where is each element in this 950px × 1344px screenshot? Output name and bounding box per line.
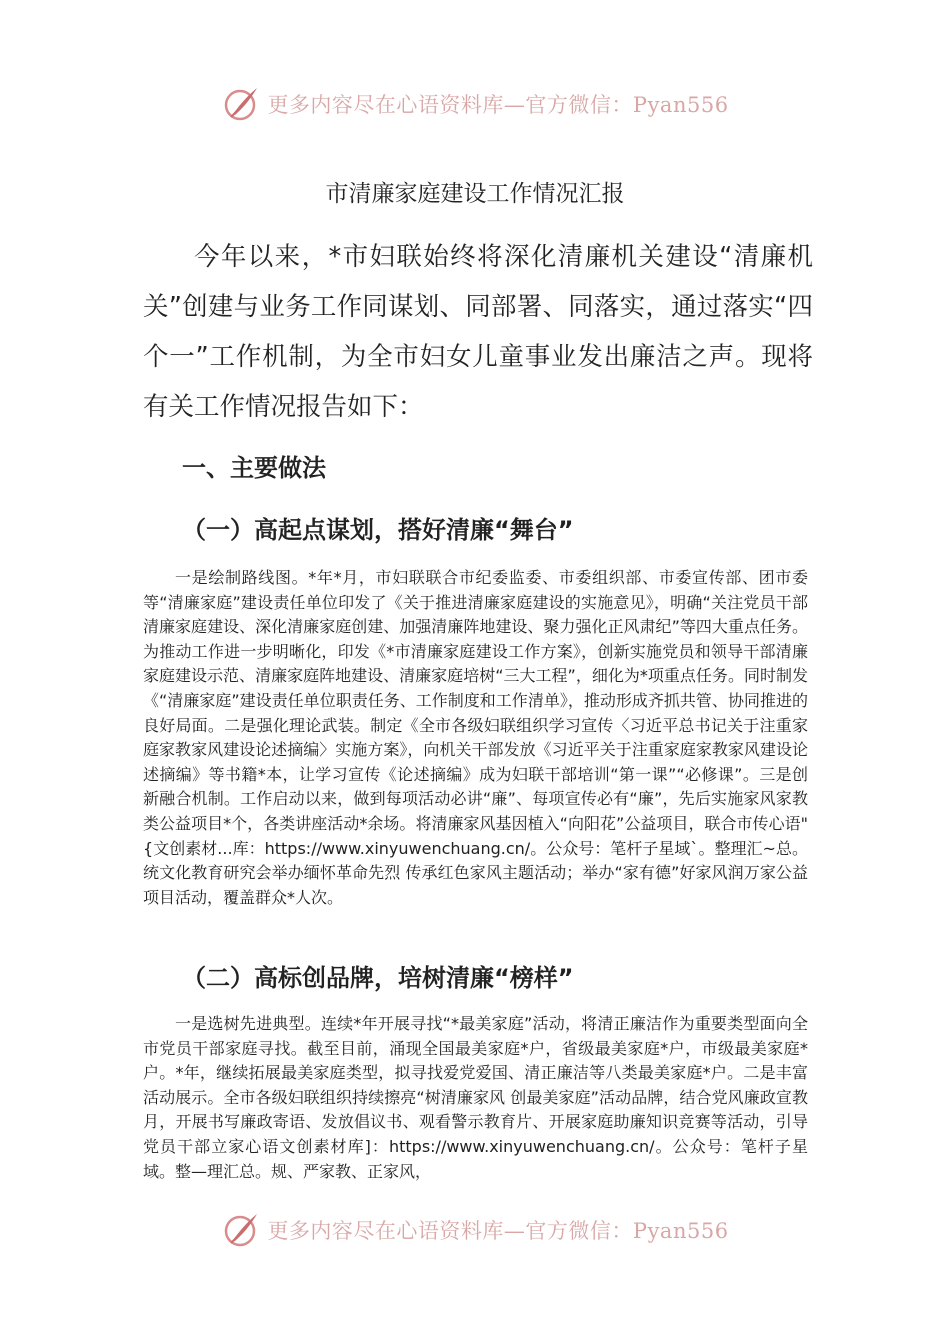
subsection-heading-2: （二）高标创品牌，培树清廉“榜样”: [182, 964, 574, 992]
watermark-text: 更多内容尽在心语资料库—官方微信：Pyan556: [267, 93, 729, 117]
document-title: 市清廉家庭建设工作情况汇报: [325, 181, 625, 207]
watermark-banner-top: [0, 84, 950, 124]
quill-circle-logo-icon: [221, 84, 261, 124]
section-heading-main-practices: 一、主要做法: [182, 454, 326, 482]
subsection-heading-1: （一）高起点谋划，搭好清廉“舞台”: [182, 516, 574, 544]
subsection-1-body: 一是绘制路线图。*年*月，市妇联联合市纪委监委、市委组织部、市委宣传部、团市委等“清廉家庭”建设责任单位印发了《关于推进清廉家庭建设的实施意见》，明确“关注党员干部清廉家庭建设、深化清廉家庭创建、加强清廉阵地建设、聚力强化正风肃纪”等四大重点任务。为推动工作进一步明晰化，印发《*市清廉家庭建设工作方案》，创新实施党员和领导干部清廉家庭建设示范、清廉家庭阵地建设、清廉家庭培树“三大工程”，细化为*项重点任务。同时制发《“清廉家庭”建设责任单位职责任务、工作制度和工作清单》，推动形成齐抓共管、协同推进的良好局面。二是强化理论武装。制定《全市各级妇联组织学习宣传〈习近平总书记关于注重家庭家教家风建设论述摘编〉实施方案》，向机关干部发放《习近平关于注重家庭家教家风建设论述摘编》等书籍*本，让学习宣传《论述摘编》成为妇联干部培训“第一课”“必修课”。三是创新融合机制。工作启动以来，做到每项活动必讲“廉”、每项宣传必有“廉”，先后实施家风家教类公益项目*个，各类讲座活动*余场。将清廉家风基因植入“向阳花”公益项目，联合市传心语"{文创素材...库：https://www.xinyuwenchuang.cn/。公众号：笔杆子星域`。整理汇~总。统文化教育研究会举办缅怀革命先烈 传承红色家风主题活动；举办“家有德”好家风润万家公益项目活动，覆盖群众*人次。: [143, 568, 808, 907]
quill-circle-logo-icon: [221, 1210, 261, 1250]
intro-paragraph: 今年以来，*市妇联始终将深化清廉机关建设“清廉机关”创建与业务工作同谋划、同部署、同落实，通过落实“四个一”工作机制，为全市妇女儿童事业发出廉洁之声。现将有关工作情况报告如下：: [143, 242, 813, 422]
subsection-2-body: 一是选树先进典型。连续*年开展寻找“*最美家庭”活动，将清正廉洁作为重要类型面向全市党员干部家庭寻找。截至目前，涌现全国最美家庭*户，省级最美家庭*户，市级最美家庭*户。*年，继续拓展最美家庭类型，拟寻找爱党爱国、清正廉洁等八类最美家庭*户。二是丰富活动展示。全市各级妇联组织持续擦亮“树清廉家风 创最美家庭”活动品牌，结合党风廉政宣教月，开展书写廉政寄语、发放倡议书、观看警示教育片、开展家庭助廉知识竞赛等活动，引导党员干部立家心语文创素材库]：https://www.xinyuwenchuang.cn/。公众号：笔杆子星域。整—理汇总。规、严家教、正家风，: [143, 1014, 808, 1181]
watermark-banner-bottom: [0, 1210, 950, 1250]
watermark-text: 更多内容尽在心语资料库—官方微信：Pyan556: [267, 1219, 729, 1243]
